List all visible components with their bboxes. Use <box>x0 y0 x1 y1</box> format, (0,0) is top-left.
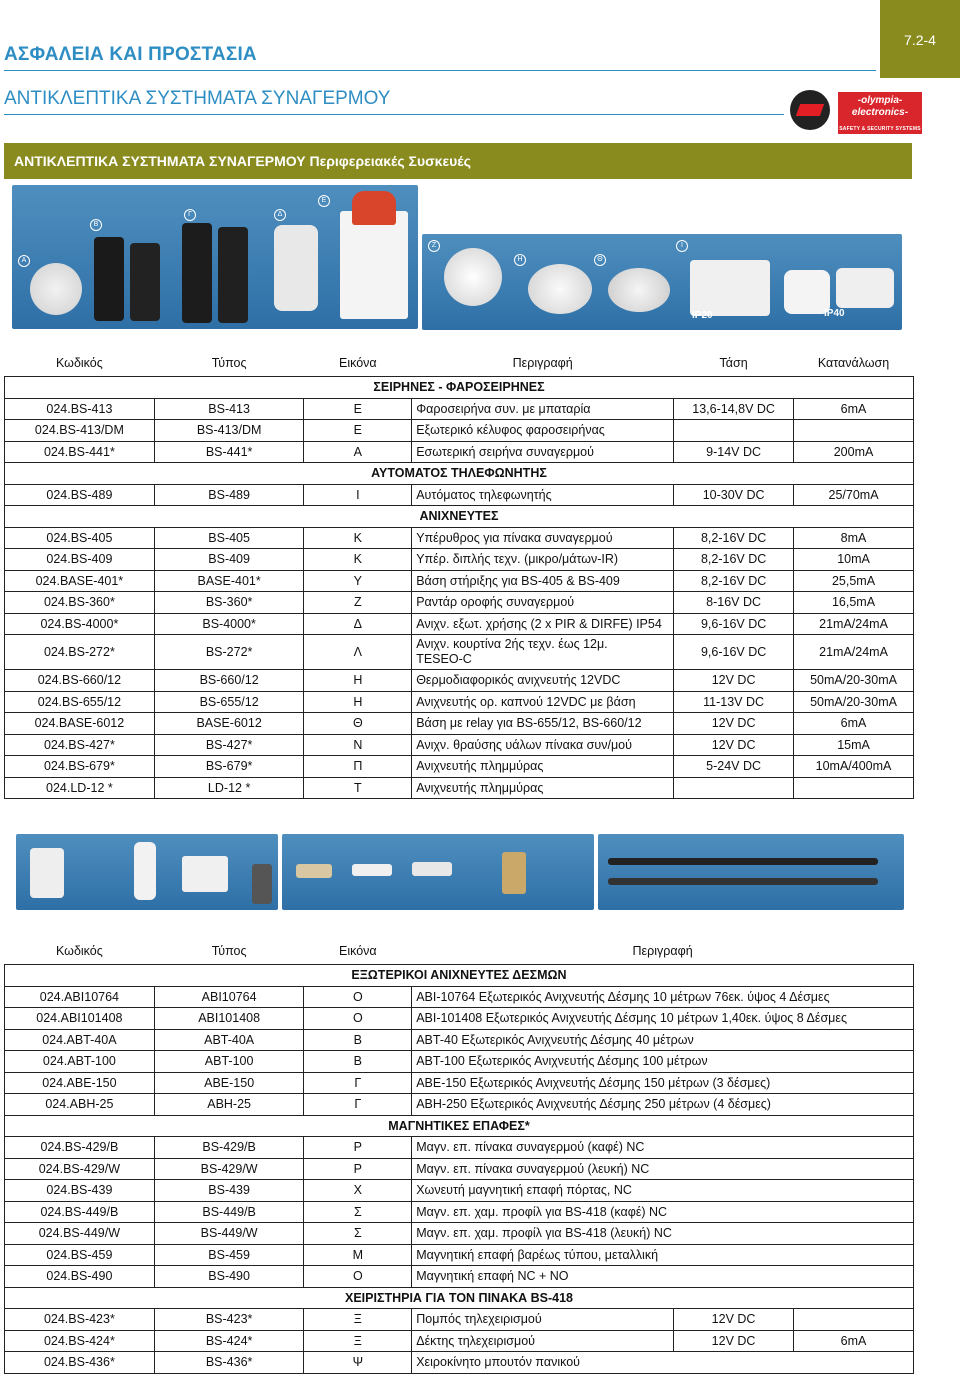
table-row <box>5 1180 914 1202</box>
photo-label: Ε <box>318 195 330 207</box>
product-code: 024.BS-449/B <box>5 1201 155 1223</box>
photo-label: Δ <box>274 209 286 221</box>
description: Ανιχνευτής πλημμύρας <box>412 756 674 778</box>
voltage: 9,6-16V DC <box>674 613 794 635</box>
table-row <box>5 1051 914 1073</box>
description: Πομπός τηλεχειρισμού <box>412 1309 674 1331</box>
product-type: BS-436* <box>154 1352 304 1374</box>
photo-label: Ζ <box>428 240 440 252</box>
image-ref: Γ <box>304 1072 412 1094</box>
voltage: 12V DC <box>674 1309 794 1331</box>
image-ref: Κ <box>304 527 412 549</box>
description: Ανιχνευτής ορ. καπνού 12VDC με βάση <box>412 691 674 713</box>
table-row <box>5 1266 914 1288</box>
voltage: 10-30V DC <box>674 484 794 506</box>
description: Ανιχν. εξωτ. χρήσης (2 x PIR & DIRFE) IP54 <box>412 613 674 635</box>
description: Αυτόματος τηλεφωνητής <box>412 484 674 506</box>
product-code: 024.BS-360* <box>5 592 155 614</box>
description: ABE-150 Εξωτερικός Ανιχνευτής Δέσμης 150 μέτρων (3 δέσμες) <box>412 1072 914 1094</box>
product-code: 024.ABE-150 <box>5 1072 155 1094</box>
flash-siren-icon <box>340 211 408 319</box>
description: ABH-250 Εξωτερικός Ανιχνευτής Δέσμης 250 μέτρων (4 δέσμες) <box>412 1094 914 1116</box>
product-type: BS-660/12 <box>154 670 304 692</box>
siren-lamp-icon <box>352 191 396 225</box>
column-header: Εικόνα <box>304 938 412 965</box>
beam-detector-icon <box>218 227 248 323</box>
smoke-detector-icon <box>528 264 592 314</box>
product-type: BS-427* <box>154 734 304 756</box>
description: Φαροσειρήνα συν. με μπαταρία <box>412 398 674 420</box>
table-row <box>5 1008 914 1030</box>
product-type: BS-4000* <box>154 613 304 635</box>
image-ref: Ψ <box>304 1352 412 1374</box>
product-photo-smoke-radar <box>422 234 902 330</box>
heavy-contact-icon <box>502 852 526 894</box>
table-row <box>5 713 914 735</box>
beam-bar-icon <box>608 858 878 865</box>
product-type: BASE-401* <box>154 570 304 592</box>
description: Βάση στήριξης για BS-405 & BS-409 <box>412 570 674 592</box>
voltage <box>674 777 794 799</box>
photo-label: Γ <box>184 209 196 221</box>
description: Χωνευτή μαγνητική επαφή πόρτας, NC <box>412 1180 914 1202</box>
image-ref: Τ <box>304 777 412 799</box>
consumption: 50mA/20-30mA <box>794 691 914 713</box>
table-row <box>5 1137 914 1159</box>
section-title: ΕΞΩΤΕΡΙΚΟΙ ΑΝΙΧΝΕΥΤΕΣ ΔΕΣΜΩΝ <box>5 965 914 987</box>
image-ref: Ε <box>304 420 412 442</box>
description: Μαγν. επ. χαμ. προφίλ για BS-418 (καφέ) NC <box>412 1201 914 1223</box>
product-code: 024.BS-441* <box>5 441 155 463</box>
flood-detector-icon <box>252 864 272 904</box>
beam-bar-icon <box>608 878 878 885</box>
image-ref: Ο <box>304 1266 412 1288</box>
image-ref: Λ <box>304 635 412 670</box>
ceiling-radar-icon <box>444 248 502 306</box>
product-type: ABI101408 <box>154 1008 304 1030</box>
product-type: BS-409 <box>154 549 304 571</box>
section-title: ΧΕΙΡΙΣΤΗΡΙΑ ΓΙΑ ΤΟΝ ΠΙΝΑΚΑ BS-418 <box>5 1287 914 1309</box>
table-header-row <box>5 938 914 965</box>
product-type: BS-429/W <box>154 1158 304 1180</box>
table-header-row <box>5 350 914 377</box>
voltage: 9,6-16V DC <box>674 635 794 670</box>
table-row <box>5 756 914 778</box>
table-row <box>5 1094 914 1116</box>
description: Δέκτης τηλεχειρισμού <box>412 1330 674 1352</box>
product-photo-sensors <box>16 834 278 910</box>
description: Ανιχν. θραύσης υάλων πίνακα συν/μού <box>412 734 674 756</box>
section-row <box>5 1115 914 1137</box>
product-type: BS-655/12 <box>154 691 304 713</box>
table-row <box>5 398 914 420</box>
image-ref: Ρ <box>304 1137 412 1159</box>
product-type: ABI10764 <box>154 986 304 1008</box>
product-type: BS-413 <box>154 398 304 420</box>
product-code: 024.ABI10764 <box>5 986 155 1008</box>
description: ABT-40 Εξωτερικός Ανιχνευτής Δέσμης 40 μέτρων <box>412 1029 914 1051</box>
consumption: 21mA/24mA <box>794 613 914 635</box>
brand-wordmark: -olympia- electronics- SAFETY & SECURITY SYSTEMS <box>838 92 922 134</box>
table-row <box>5 1244 914 1266</box>
voltage: 12V DC <box>674 670 794 692</box>
image-ref: Σ <box>304 1201 412 1223</box>
description: Βάση με relay για BS-655/12, BS-660/12 <box>412 713 674 735</box>
product-type: BS-449/W <box>154 1223 304 1245</box>
consumption: 25/70mA <box>794 484 914 506</box>
product-photo-contacts <box>282 834 594 910</box>
description: Μαγν. επ. χαμ. προφίλ για BS-418 (λευκή) NC <box>412 1223 914 1245</box>
voltage: 9-14V DC <box>674 441 794 463</box>
table-row <box>5 691 914 713</box>
product-code: 024.ABT-100 <box>5 1051 155 1073</box>
section-banner: ΑΝΤΙΚΛΕΠΤΙΚΑ ΣΥΣΤΗΜΑΤΑ ΣΥΝΑΓΕΡΜΟΥ Περιφερειακές Συσκευές <box>4 143 912 179</box>
table-row <box>5 1330 914 1352</box>
consumption: 50mA/20-30mA <box>794 670 914 692</box>
consumption <box>794 777 914 799</box>
product-photo-sirens-detectors <box>12 185 418 329</box>
product-type: BASE-6012 <box>154 713 304 735</box>
consumption: 25,5mA <box>794 570 914 592</box>
table-row <box>5 441 914 463</box>
table-row <box>5 670 914 692</box>
table-row <box>5 527 914 549</box>
consumption: 6mA <box>794 713 914 735</box>
image-ref: Α <box>304 441 412 463</box>
auto-dialer-icon <box>690 260 770 316</box>
image-ref: Ε <box>304 398 412 420</box>
brand-mark-icon <box>790 90 830 130</box>
description <box>412 635 674 670</box>
column-header: Περιγραφή <box>412 938 914 965</box>
product-type: BS-405 <box>154 527 304 549</box>
magnetic-contact-icon <box>412 862 452 876</box>
product-code: 024.BS-424* <box>5 1330 155 1352</box>
description: Μαγνητική επαφή βαρέως τύπου, μεταλλική <box>412 1244 914 1266</box>
description: ABT-100 Εξωτερικός Ανιχνευτής Δέσμης 100 μέτρων <box>412 1051 914 1073</box>
consumption: 8mA <box>794 527 914 549</box>
ip20-badge: IP20 <box>692 310 713 321</box>
voltage: 8,2-16V DC <box>674 570 794 592</box>
column-header: Τύπος <box>154 350 304 377</box>
column-header: Κωδικός <box>5 350 155 377</box>
ip40-badge: IP40 <box>824 308 845 319</box>
magnetic-contact-icon <box>296 864 332 878</box>
product-code: 024.BS-429/W <box>5 1158 155 1180</box>
product-code: 024.BASE-6012 <box>5 713 155 735</box>
product-code: 024.BS-439 <box>5 1180 155 1202</box>
image-ref: Π <box>304 756 412 778</box>
table-row <box>5 592 914 614</box>
image-ref: Ζ <box>304 592 412 614</box>
product-type: BS-423* <box>154 1309 304 1331</box>
image-ref: Ο <box>304 986 412 1008</box>
image-ref: Υ <box>304 570 412 592</box>
product-type: ABH-25 <box>154 1094 304 1116</box>
image-ref: Ι <box>304 484 412 506</box>
product-type: BS-413/DM <box>154 420 304 442</box>
table-row <box>5 734 914 756</box>
table-row <box>5 420 914 442</box>
image-ref: Ρ <box>304 1158 412 1180</box>
section-row <box>5 965 914 987</box>
product-code: 024.BS-413/DM <box>5 420 155 442</box>
product-code: 024.BS-459 <box>5 1244 155 1266</box>
image-ref: Δ <box>304 613 412 635</box>
product-code: 024.BS-429/B <box>5 1137 155 1159</box>
title-divider <box>4 70 876 71</box>
product-type: BS-449/B <box>154 1201 304 1223</box>
photo-label: Β <box>90 219 102 231</box>
description: Ανιχνευτής πλημμύρας <box>412 777 674 799</box>
table-row <box>5 1352 914 1374</box>
image-ref: Σ <box>304 1223 412 1245</box>
page-subtitle: ΑΝΤΙΚΛΕΠΤΙΚΑ ΣΥΣΤΗΜΑΤΑ ΣΥΝΑΓΕΡΜΟΥ <box>4 88 391 109</box>
column-header: Τάση <box>674 350 794 377</box>
product-code: 024.ABI101408 <box>5 1008 155 1030</box>
table-row <box>5 549 914 571</box>
product-code: 024.BS-423* <box>5 1309 155 1331</box>
image-ref: Θ <box>304 713 412 735</box>
column-header: Περιγραφή <box>412 350 674 377</box>
section-title: ΜΑΓΝΗΤΙΚΕΣ ΕΠΑΦΕΣ* <box>5 1115 914 1137</box>
section-row <box>5 377 914 399</box>
product-code: 024.BS-655/12 <box>5 691 155 713</box>
table-row <box>5 570 914 592</box>
outdoor-pir-icon <box>274 225 318 311</box>
glass-break-icon <box>182 856 228 892</box>
consumption: 10mA/400mA <box>794 756 914 778</box>
product-type: ABE-150 <box>154 1072 304 1094</box>
voltage: 8,2-16V DC <box>674 527 794 549</box>
table-row <box>5 1223 914 1245</box>
product-code: 024.ABT-40A <box>5 1029 155 1051</box>
curtain-detector-icon <box>134 842 156 900</box>
section-row <box>5 1287 914 1309</box>
description: Εξωτερικό κέλυφος φαροσειρήνας <box>412 420 674 442</box>
beam-detector-icon <box>182 223 212 323</box>
product-type: ABT-40A <box>154 1029 304 1051</box>
table-row <box>5 986 914 1008</box>
image-ref: Ξ <box>304 1309 412 1331</box>
subtitle-divider <box>4 114 784 115</box>
consumption: 6mA <box>794 1330 914 1352</box>
voltage: 8-16V DC <box>674 592 794 614</box>
photo-label: Α <box>18 255 30 267</box>
consumption: 15mA <box>794 734 914 756</box>
product-code: 024.BS-405 <box>5 527 155 549</box>
voltage <box>674 420 794 442</box>
relay-base-icon <box>608 268 670 312</box>
description: ABI-10764 Εξωτερικός Ανιχνευτής Δέσμης 10 μέτρων 76εκ. ύψος 4 Δέσμες <box>412 986 914 1008</box>
product-type: BS-490 <box>154 1266 304 1288</box>
photo-label: Η <box>514 254 526 266</box>
image-ref: Ξ <box>304 1330 412 1352</box>
image-ref: Η <box>304 691 412 713</box>
product-type: BS-429/B <box>154 1137 304 1159</box>
consumption: 6mA <box>794 398 914 420</box>
voltage: 12V DC <box>674 1330 794 1352</box>
image-ref: Ν <box>304 734 412 756</box>
pir-detector-icon <box>30 848 64 898</box>
description: Μαγν. επ. πίνακα συναγερμού (καφέ) NC <box>412 1137 914 1159</box>
description: Θερμοδιαφορικός ανιχνευτής 12VDC <box>412 670 674 692</box>
table-row <box>5 777 914 799</box>
image-ref: Γ <box>304 1094 412 1116</box>
table-row <box>5 1029 914 1051</box>
voltage: 8,2-16V DC <box>674 549 794 571</box>
section-row <box>5 506 914 528</box>
peripherals-table <box>4 350 914 799</box>
product-code: 024.BS-679* <box>5 756 155 778</box>
beam-detectors-table <box>4 938 914 1374</box>
consumption: 16,5mA <box>794 592 914 614</box>
voltage: 13,6-14,8V DC <box>674 398 794 420</box>
image-ref: Β <box>304 1029 412 1051</box>
image-ref: Κ <box>304 549 412 571</box>
description: Μαγνητική επαφή NC + NO <box>412 1266 914 1288</box>
page-title: ΑΣΦΑΛΕΙΑ ΚΑΙ ΠΡΟΣΤΑΣΙΑ <box>4 44 257 65</box>
table-row <box>5 1072 914 1094</box>
column-header: Τύπος <box>154 938 304 965</box>
product-code: 024.BS-449/W <box>5 1223 155 1245</box>
column-header: Εικόνα <box>304 350 412 377</box>
table-row <box>5 1309 914 1331</box>
product-code: 024.LD-12 * <box>5 777 155 799</box>
image-ref: Μ <box>304 1244 412 1266</box>
product-type: LD-12 * <box>154 777 304 799</box>
product-type: BS-459 <box>154 1244 304 1266</box>
column-header: Κατανάλωση <box>794 350 914 377</box>
voltage: 12V DC <box>674 713 794 735</box>
image-ref: Β <box>304 1051 412 1073</box>
section-title: ΑΥΤΟΜΑΤΟΣ ΤΗΛΕΦΩΝΗΤΗΣ <box>5 463 914 485</box>
product-code: 024.BS-427* <box>5 734 155 756</box>
round-siren-icon <box>30 263 82 315</box>
page-number-tab: 7.2-4 <box>880 0 960 78</box>
voltage: 5-24V DC <box>674 756 794 778</box>
consumption <box>794 420 914 442</box>
product-code: 024.BS-4000* <box>5 613 155 635</box>
section-title: ΑΝΙΧΝΕΥΤΕΣ <box>5 506 914 528</box>
table-row <box>5 1201 914 1223</box>
product-code: 024.BS-409 <box>5 549 155 571</box>
section-title: ΣΕΙΡΗΝΕΣ - ΦΑΡΟΣΕΙΡΗΝΕΣ <box>5 377 914 399</box>
description: Υπέρ. διπλής τεχν. (μικρο/μάτων-IR) <box>412 549 674 571</box>
column-header: Κωδικός <box>5 938 155 965</box>
product-code: 024.BS-660/12 <box>5 670 155 692</box>
product-type: BS-441* <box>154 441 304 463</box>
consumption <box>794 1309 914 1331</box>
magnetic-contact-icon <box>352 864 392 876</box>
product-code: 024.BASE-401* <box>5 570 155 592</box>
description: Ραντάρ οροφής συναγερμού <box>412 592 674 614</box>
product-code: 024.ABH-25 <box>5 1094 155 1116</box>
description: Χειροκίνητο μπουτόν πανικού <box>412 1352 914 1374</box>
table-row <box>5 613 914 635</box>
product-photo-beam-bars <box>598 834 904 910</box>
voltage: 11-13V DC <box>674 691 794 713</box>
product-code: 024.BS-436* <box>5 1352 155 1374</box>
description: Μαγν. επ. πίνακα συναγερμού (λευκή) NC <box>412 1158 914 1180</box>
photo-label: Ι <box>676 240 688 252</box>
description: Υπέρυθρος για πίνακα συναγερμού <box>412 527 674 549</box>
product-type: BS-424* <box>154 1330 304 1352</box>
product-type: ABT-100 <box>154 1051 304 1073</box>
pir-detector-icon <box>836 268 894 308</box>
table-row <box>5 1158 914 1180</box>
beam-detector-icon <box>130 243 160 321</box>
description-line: Ανιχν. κουρτίνα 2ής τεχν. έως 12μ. <box>416 637 608 651</box>
product-type: BS-439 <box>154 1180 304 1202</box>
consumption: 21mA/24mA <box>794 635 914 670</box>
image-ref: Η <box>304 670 412 692</box>
image-ref: Ο <box>304 1008 412 1030</box>
section-row <box>5 463 914 485</box>
description: Εσωτερική σειρήνα συναγερμού <box>412 441 674 463</box>
product-type: BS-360* <box>154 592 304 614</box>
photo-label: Θ <box>594 254 606 266</box>
product-type: BS-489 <box>154 484 304 506</box>
product-type: BS-272* <box>154 635 304 670</box>
table-row <box>5 484 914 506</box>
product-type: BS-679* <box>154 756 304 778</box>
product-code: 024.BS-272* <box>5 635 155 670</box>
product-code: 024.BS-490 <box>5 1266 155 1288</box>
consumption: 200mA <box>794 441 914 463</box>
product-code: 024.BS-489 <box>5 484 155 506</box>
product-code: 024.BS-413 <box>5 398 155 420</box>
consumption: 10mA <box>794 549 914 571</box>
image-ref: Χ <box>304 1180 412 1202</box>
table-row <box>5 635 914 670</box>
beam-detector-icon <box>94 237 124 321</box>
description-line: TESEO-C <box>416 652 472 666</box>
description: ABI-101408 Εξωτερικός Ανιχνευτής Δέσμης 10 μέτρων 1,40εκ. ύψος 8 Δέσμες <box>412 1008 914 1030</box>
voltage: 12V DC <box>674 734 794 756</box>
